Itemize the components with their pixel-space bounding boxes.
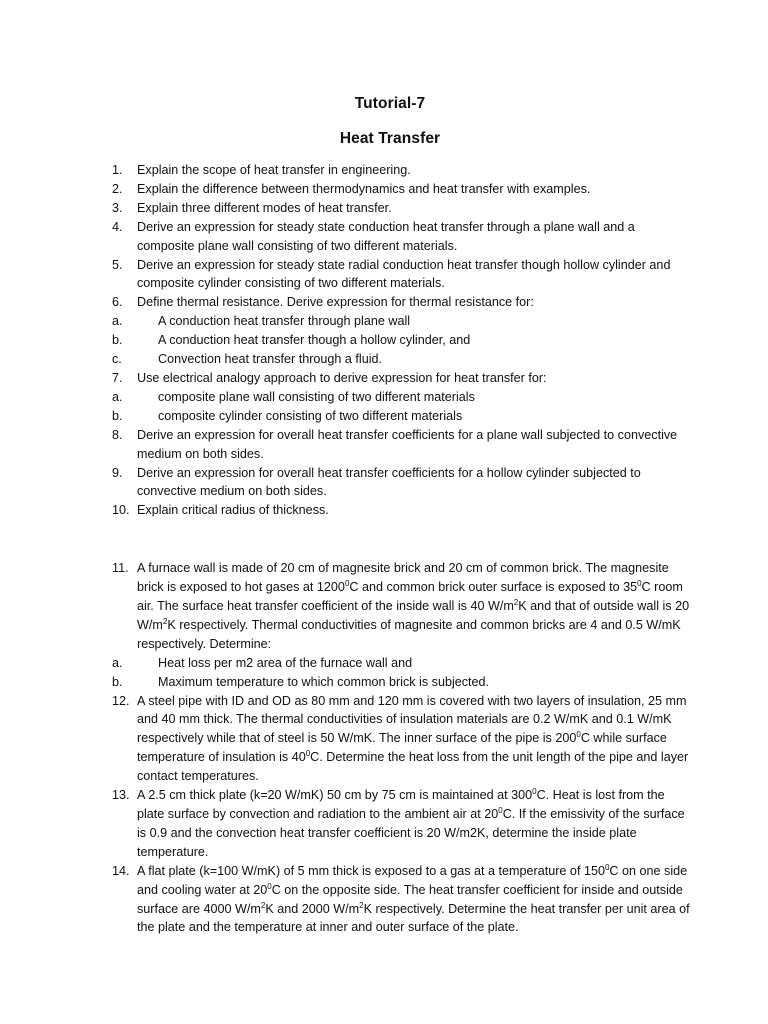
item-text: Derive an expression for steady state conduction heat transfer through a plane wall and a composite plane wall consisting of two different materials.	[137, 219, 635, 253]
item-number: 12.	[112, 693, 130, 708]
sub-item-letter: a.	[112, 314, 123, 329]
list-item	[112, 293, 692, 369]
sub-item-letter: a.	[112, 655, 123, 670]
item-number: 5.	[112, 257, 123, 272]
sub-item	[112, 654, 692, 673]
superscript: 0	[498, 806, 503, 815]
document-title: Tutorial-7	[354, 95, 426, 112]
item-text: Derive an expression for overall heat transfer coefficients for a hollow cylinder subjected to convective medium on both sides.	[137, 465, 641, 499]
item-number: 3.	[112, 200, 123, 215]
problem-text: A steel pipe with ID and OD as 80 mm and 120 mm is covered with two layers of insulation, 25 mm and 40 mm thick. The thermal conductivities of insulation materials are 0.2 W/mK and 0.1 W/mK respectively while that of steel is 50 W/mK. The inner surface of the pipe is $200^0C$ while surface temperature of insulation is $40^0C$. Determine the heat loss from the unit length of the pipe and layer contact temperatures.	[137, 693, 689, 784]
sub-item-text: Convection heat transfer through a fluid.	[158, 352, 383, 367]
item-number: 8.	[112, 427, 123, 442]
item-number: 9.	[112, 465, 123, 480]
superscript: 0	[344, 579, 350, 589]
superscript: 0	[604, 862, 610, 872]
problem-text: A 2.5 cm thick plate (k=20 W/mK) 50 cm by 75 cm is maintained at $300^0C$. Heat is lost from the plate surface by convection and radiation to the ambient air at $20^0C$. If the emissivity of the surface is 0.9 and the convection heat transfer coefficient is 20 W/m2K, determine the inside plate temperature.	[137, 787, 685, 859]
item-number: 10.	[112, 503, 130, 518]
list-item	[112, 369, 692, 426]
problem-item	[112, 862, 692, 938]
item-number: 2.	[112, 181, 123, 196]
superscript: 0	[532, 787, 537, 797]
item-text: Derive an expression for steady state radial conduction heat transfer though hollow cylinder and composite cylinder consisting of two different materials.	[137, 257, 671, 291]
sub-item-letter: b.	[112, 674, 123, 689]
sub-item-text: A conduction heat transfer through plane wall	[158, 314, 411, 329]
problem-item	[112, 786, 692, 862]
superscript: 0	[267, 881, 272, 891]
item-number: 7.	[112, 370, 123, 385]
item-text: Explain three different modes of heat transfer.	[137, 200, 392, 215]
sub-item	[112, 350, 692, 369]
list-spacer	[112, 520, 692, 559]
item-number: 1.	[112, 163, 123, 177]
superscript: 2	[162, 616, 168, 626]
list-item	[112, 501, 692, 520]
superscript: 0	[637, 579, 642, 589]
sub-item-text: composite plane wall consisting of two different materials	[158, 389, 475, 404]
sub-list	[112, 654, 692, 692]
sub-item	[112, 673, 692, 692]
list-item	[112, 426, 692, 464]
superscript: 0	[305, 749, 311, 759]
list-item	[112, 180, 692, 199]
question-list	[112, 161, 692, 937]
item-text: Use electrical analogy approach to derive expression for heat transfer for:	[137, 370, 547, 385]
item-number: 4.	[112, 219, 123, 234]
item-number: 6.	[112, 295, 123, 310]
sub-item	[112, 312, 692, 331]
item-text: Explain critical radius of thickness.	[137, 503, 329, 518]
item-number: 14.	[112, 863, 130, 878]
problem-item	[112, 559, 692, 691]
sub-list	[112, 388, 692, 426]
problem-text: A flat plate (k=100 W/mK) of 5 mm thick is exposed to a gas at a temperature of $150^0C$ on one side and cooling water at $20^0C$ on the opposite side. The heat transfer coefficient for inside and outside surface are 4000 $W/m^2K$ and 2000 $W/m^2K$ respectively. Determine the heat transfer per unit area of the plate and the temperature at inner and outer surface of the plate.	[137, 862, 690, 935]
list-item	[112, 161, 692, 180]
document-subtitle: Heat Transfer	[339, 130, 441, 147]
sub-item-letter: b.	[112, 333, 123, 348]
sub-item-letter: c.	[112, 352, 122, 367]
sub-list	[112, 312, 692, 369]
sub-item-text: Heat loss per m2 area of the furnace wall and	[158, 655, 413, 670]
item-number: 11.	[112, 561, 129, 576]
sub-item	[112, 407, 692, 426]
item-number: 13.	[112, 788, 130, 803]
list-item	[112, 199, 692, 218]
superscript: 2	[260, 900, 266, 910]
item-text: Explain the scope of heat transfer in engineering.	[137, 163, 411, 177]
sub-item-letter: b.	[112, 408, 123, 423]
superscript: 0	[576, 730, 581, 740]
sub-item	[112, 388, 692, 407]
item-text: Explain the difference between thermodynamics and heat transfer with examples.	[137, 181, 591, 196]
superscript: 2	[513, 598, 519, 608]
sub-item	[112, 331, 692, 350]
list-item	[112, 256, 692, 294]
problem-text: A furnace wall is made of 20 cm of magnesite brick and 20 cm of common brick. The magnesite brick is exposed to hot gases at 1200$^0$C and common brick outer surface is exposed to $35^0C$ room air. The surface heat transfer coefficient of the inside wall is 40 $W/m^2K$ and that of outside wall is 20 $W/m^2K$ respectively. Thermal conductivities of magnesite and common bricks are 4 and 0.5 W/mK respectively. Determine:	[137, 561, 690, 651]
list-item	[112, 464, 692, 502]
problem-item	[112, 692, 692, 787]
sub-item-text: A conduction heat transfer though a hollow cylinder, and	[158, 333, 471, 348]
sub-item-letter: a.	[112, 389, 123, 404]
item-text: Derive an expression for overall heat transfer coefficients for a plane wall subjected to convective medium on both sides.	[137, 427, 678, 461]
sub-item-text: Maximum temperature to which common brick is subjected.	[158, 674, 490, 689]
sub-item-text: composite cylinder consisting of two different materials	[158, 408, 463, 423]
item-text: Define thermal resistance. Derive expression for thermal resistance for:	[137, 295, 534, 310]
list-item	[112, 218, 692, 256]
superscript: 2	[359, 900, 364, 910]
